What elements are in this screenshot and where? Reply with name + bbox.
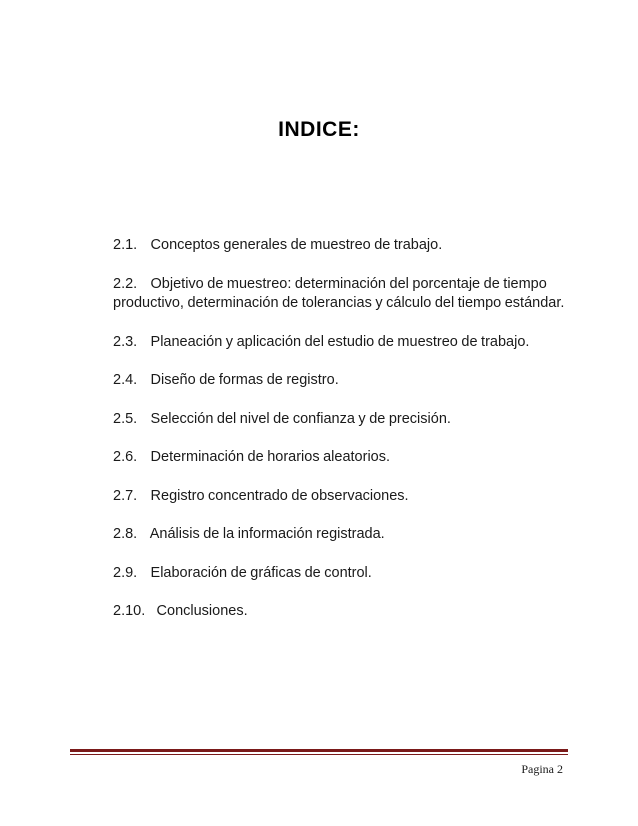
toc-item-2-8: [113, 525, 573, 545]
toc-item-number: 2.4.: [113, 372, 138, 388]
toc-item-number: 2.5.: [113, 410, 138, 427]
toc-item-text: Análisis de la información registrada.: [149, 526, 385, 542]
toc-item-number: 2.10.: [113, 603, 146, 619]
toc-item-text: Planeación y aplicación del estudio de muestreo de trabajo.: [150, 333, 530, 350]
toc-item-text: Determinación de horarios aleatorios.: [150, 449, 391, 465]
toc-item-2-5: [113, 410, 573, 430]
table-of-contents: [113, 236, 573, 641]
toc-item-text: Objetivo de muestreo: determinación del porcentaje de tiempo productivo, determinación de tolerancias y cálculo del tiempo estándar.: [113, 275, 565, 311]
footer-rule-thin: [70, 754, 568, 755]
toc-item-text: Diseño de formas de registro.: [150, 372, 339, 388]
page-title: INDICE:: [278, 118, 360, 141]
page-number: Pagina 2: [521, 762, 563, 776]
toc-item-text: Conceptos generales de muestreo de trabajo.: [150, 237, 443, 253]
toc-item-text: Conclusiones.: [156, 603, 248, 619]
toc-item-number: 2.3.: [113, 333, 138, 350]
toc-item-2-4: [113, 371, 573, 391]
toc-item-text: Elaboración de gráficas de control.: [150, 564, 372, 581]
toc-item-number: 2.6.: [113, 449, 138, 465]
toc-item-2-2: [113, 275, 573, 314]
toc-item-2-1: [113, 236, 573, 256]
toc-item-2-9: [113, 564, 573, 584]
footer-rule-thick: [70, 749, 568, 752]
toc-item-number: 2.8.: [113, 526, 138, 542]
toc-item-number: 2.9.: [113, 564, 138, 581]
toc-item-2-3: [113, 333, 573, 353]
toc-item-2-10: [113, 602, 573, 622]
toc-item-text: Registro concentrado de observaciones.: [150, 487, 409, 504]
toc-item-number: 2.1.: [113, 237, 138, 253]
toc-item-number: 2.2.: [113, 275, 138, 292]
toc-item-2-6: [113, 448, 573, 468]
toc-item-text: Selección del nivel de confianza y de precisión.: [150, 410, 451, 427]
toc-item-2-7: [113, 487, 573, 507]
toc-item-number: 2.7.: [113, 487, 138, 504]
